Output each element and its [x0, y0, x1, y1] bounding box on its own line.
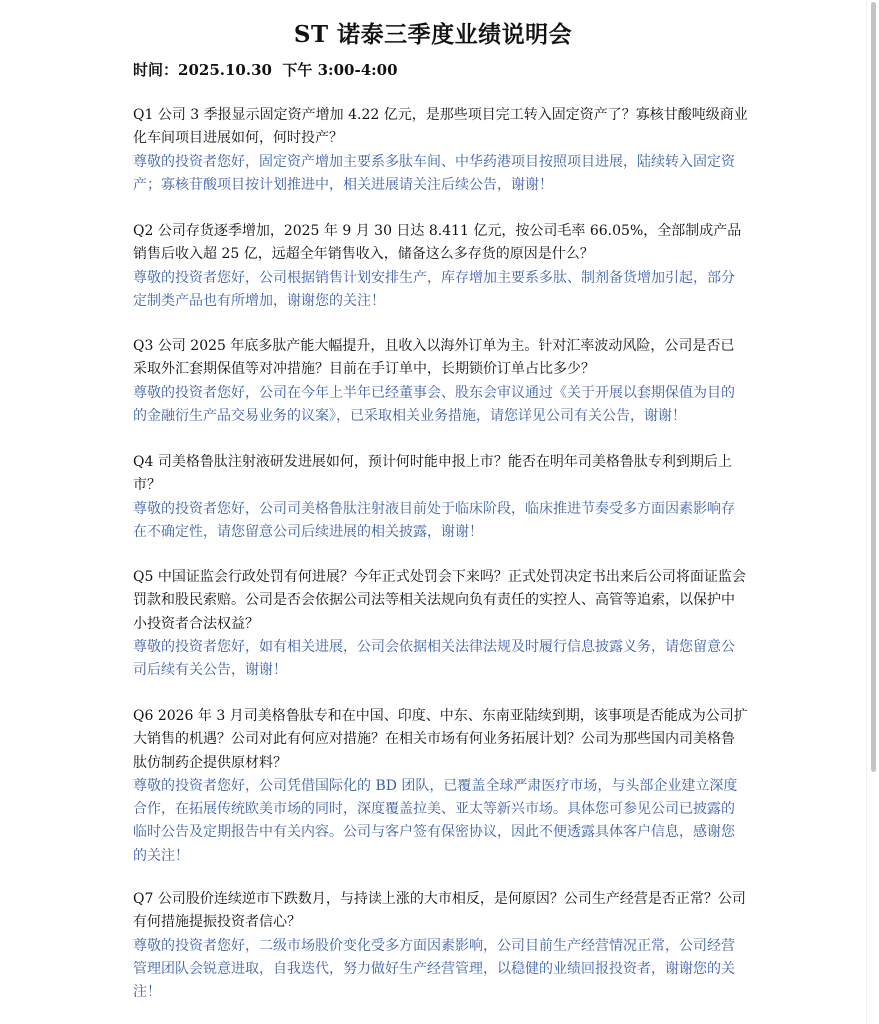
answer-text: 尊敬的投资者您好，二级市场股价变化受多方面因素影响，公司目前生产经营情况正常，公司经营管理团队会锐意进取，自我迭代，努力做好生产经营管理，以稳健的业绩回报投资者，谢谢您的关注！ — [133, 937, 735, 1001]
answer-text: 尊敬的投资者您好，公司司美格鲁肽注射液目前处于临床阶段，临床推进节奏受多方面因素影响存在不确定性，请您留意公司后续进展的相关披露，谢谢！ — [133, 500, 735, 540]
answer-text: 尊敬的投资者您好，如有相关进展，公司会依据相关法律法规及时履行信息披露义务，请您留意公司后续有关公告，谢谢！ — [133, 638, 735, 679]
answer-text: 尊敬的投资者您好，公司凭借国际化的 BD 团队，已覆盖全球严肃医疗市场，与头部企业建立深度合作，在拓展传统欧美市场的同时，深度覆盖拉美、亚太等新兴市场。具体您可参见公司已披露的临时公告及定期报告中有关内容。公司与客户签有保密协议，因此不便透露具体客户信息，感谢您的关注！ — [133, 777, 738, 864]
answer-text: 尊敬的投资者您好，公司根据销售计划安排生产，库存增加主要系多肽、制剂备货增加引起，部分定制类产品也有所增加，谢谢您的关注！ — [133, 269, 735, 309]
page-title: ST 诺泰三季度业绩说明会 — [293, 21, 573, 48]
qa-block-q7 — [133, 888, 748, 1004]
qa-block-q1 — [133, 104, 748, 197]
vertical-scrollbar[interactable] — [866, 0, 879, 1024]
question-text: Q5 中国证监会行政处罚有何进展？今年正式处罚会下来吗？正式处罚决定书出来后公司将面证监会罚款和股民索赔。公司是否会依据公司法等相关法规向负有责任的实控人、高管等追索，以保护中小投资者合法权益？ — [133, 569, 746, 632]
question-text: Q7 公司股价连续逆市下跌数月，与持读上涨的大市相反，是何原因？公司生产经营是否正常？公司有何措施提振投资者信心？ — [133, 891, 746, 931]
qa-block-q2 — [133, 220, 748, 313]
answer-text: 尊敬的投资者您好，公司在今年上半年已经董事会、股东会审议通过《关于开展以套期保值为目的的金融衍生产品交易业务的议案》，已采取相关业务措施，请您详见公司有关公告，谢谢！ — [133, 384, 735, 424]
qa-block-q6 — [133, 705, 748, 868]
answer-text: 尊敬的投资者您好，固定资产增加主要系多肽车间、中华药港项目按照项目进展，陆续转入固定资产；寡核苷酸项目按计划推进中，相关进展请关注后续公告，谢谢！ — [133, 153, 735, 193]
question-text: Q1 公司 3 季报显示固定资产增加 4.22 亿元，是那些项目完工转入固定资产了？寡核甘酸吨级商业化车间项目进展如何，何时投产？ — [133, 107, 748, 147]
question-text: Q6 2026 年 3 月司美格鲁肽专和在中国、印度、中东、东南亚陆续到期，该事项是否能成为公司扩大销售的机遇？公司对此有何应对措施？在相关市场有何业务拓展计划？公司为那些国内司美格鲁肽仿制药企提供原材料？ — [133, 708, 748, 771]
qa-block-q4 — [133, 451, 748, 544]
qa-block-q3 — [133, 335, 748, 428]
question-text: Q4 司美格鲁肽注射液研发进展如何，预计何时能申报上市？能否在明年司美格鲁肽专利到期后上市？ — [133, 454, 732, 494]
qa-block-q5 — [133, 566, 748, 682]
question-text: Q2 公司存货逐季增加，2025 年 9 月 30 日达 8.411 亿元，按公司毛率 66.05%，全部制成产品销售后收入超 25 亿，远超全年销售收入，储备这么多存货的原因是什么？ — [133, 223, 742, 263]
question-text: Q3 公司 2025 年底多肽产能大幅提升，且收入以海外订单为主。针对汇率波动风险，公司是否已采取外汇套期保值等对冲措施？目前在手订单中，长期锁价订单占比多少？ — [133, 338, 735, 378]
meeting-time — [133, 58, 398, 82]
scrollbar-thumb[interactable] — [871, 2, 876, 772]
time-value: 2025.10.30 下午 3:00-4:00 — [178, 61, 398, 79]
time-label: 时间： — [133, 61, 179, 79]
